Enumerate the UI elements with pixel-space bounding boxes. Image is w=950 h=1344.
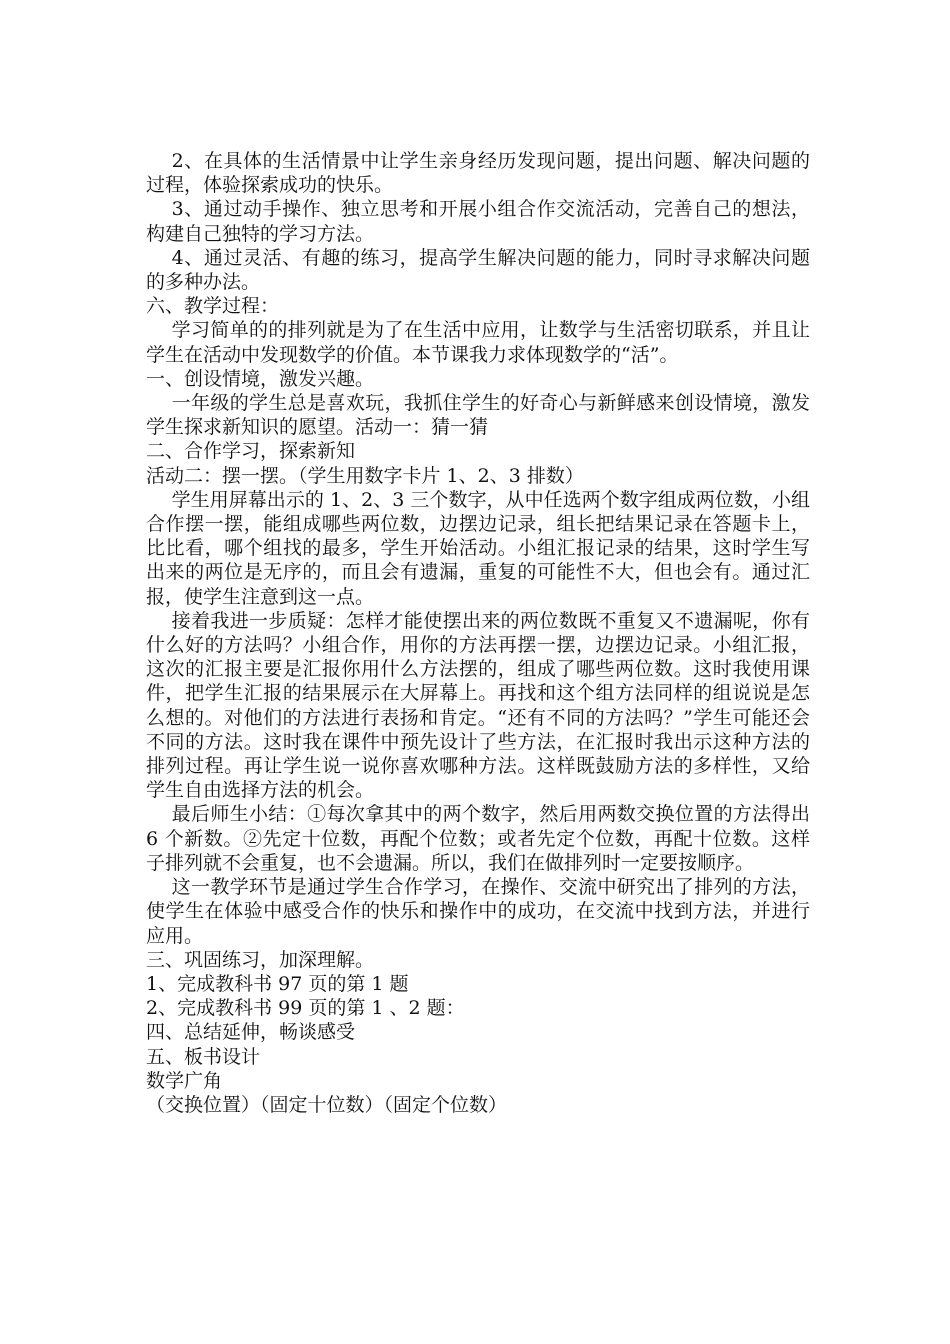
activity-two-line: 活动二：摆一摆。（学生用数字卡片 1、2、3 排数） [146, 464, 584, 487]
summary-paragraph: 最后师生小结：①每次拿其中的两个数字，然后用两数交换位置的方法得出 6 个新数。②先定十位数，再配个位数；或者先定个位数，再配十位数。这样子排列就不会重复，也不会遗漏。所以，我们在做排列时一定要按顺序。 [146, 803, 810, 874]
objective-4-paragraph: 4、通过灵活、有趣的练习，提高学生解决问题的能力，同时寻求解决问题的多种办法。 [146, 246, 810, 294]
scenario-paragraph: 一年级的学生总是喜欢玩，我抓住学生的好奇心与新鲜感来创设情境，激发学生探求新知识的愿望。活动一：猜一猜 [146, 392, 810, 439]
activity-description-paragraph: 学生用屏幕出示的 1、2、3 三个数字，从中任选两个数字组成两位数，小组合作摆一摆，能组成哪些两位数，边摆边记录，组长把结果记录在答题卡上，比比看，哪个组找的最多，学生开始活动。小组汇报记录的结果，这时学生写出来的两位是无序的，而且会有遗漏，重复的可能性不大，但也会有。通过汇报，使学生注意到这一点。 [146, 488, 810, 608]
section-heading-create-scenario: 一、创设情境，激发兴趣。 [146, 367, 375, 390]
section-heading-board-design: 五、板书设计 [146, 1045, 261, 1068]
section-heading-cooperative-learning: 二、合作学习，探索新知 [146, 440, 356, 463]
exercise-item-2: 2、完成教科书 99 页的第 1 、2 题： [146, 997, 465, 1020]
board-title: 数学广角 [146, 1069, 223, 1092]
board-methods: （交换位置）（固定十位数）（固定个位数） [146, 1093, 508, 1116]
further-questioning-paragraph: 接着我进一步质疑：怎样才能使摆出来的两位数既不重复又不遗漏呢，你有什么好的方法吗？小组合作，用你的方法再摆一摆，边摆边记录。小组汇报，这次的汇报主要是汇报你用什么方法摆的，组成了哪些两位数。这时我使用课件，把学生汇报的结果展示在大屏幕上。再找和这个组方法同样的组说说是怎么想的。对他们的方法进行表扬和肯定。“还有不同的方法吗？”学生可能还会不同的方法。这时我在课件中预先设计了些方法，在汇报时我出示这种方法的排列过程。再让学生说一说你喜欢哪种方法。这样既鼓励方法的多样性，又给学生自由选择方法的机会。 [146, 609, 810, 802]
reflection-paragraph: 这一教学环节是通过学生合作学习，在操作、交流中研究出了排列的方法，使学生在体验中感受合作的快乐和操作中的成功，在交流中找到方法，并进行应用。 [146, 876, 810, 947]
exercise-item-1: 1、完成教科书 97 页的第 1 题 [146, 972, 409, 995]
section-heading-summary: 四、总结延伸，畅谈感受 [146, 1021, 356, 1044]
section-heading-practice: 三、巩固练习，加深理解。 [146, 948, 375, 971]
intro-paragraph: 学习简单的的排列就是为了在生活中应用，让数学与生活密切联系，并且让学生在活动中发现数学的价值。本节课我力求体现数学的“活”。 [146, 319, 810, 366]
document-page [146, 149, 810, 1117]
section-heading-teaching-process: 六、教学过程： [146, 295, 280, 318]
objective-3-paragraph: 3、通过动手操作、独立思考和开展小组合作交流活动，完善自己的想法，构建自己独特的学习方法。 [146, 198, 810, 245]
objective-2-paragraph: 2、在具体的生活情景中让学生亲身经历发现问题，提出问题、解决问题的过程，体验探索成功的快乐。 [146, 150, 810, 197]
